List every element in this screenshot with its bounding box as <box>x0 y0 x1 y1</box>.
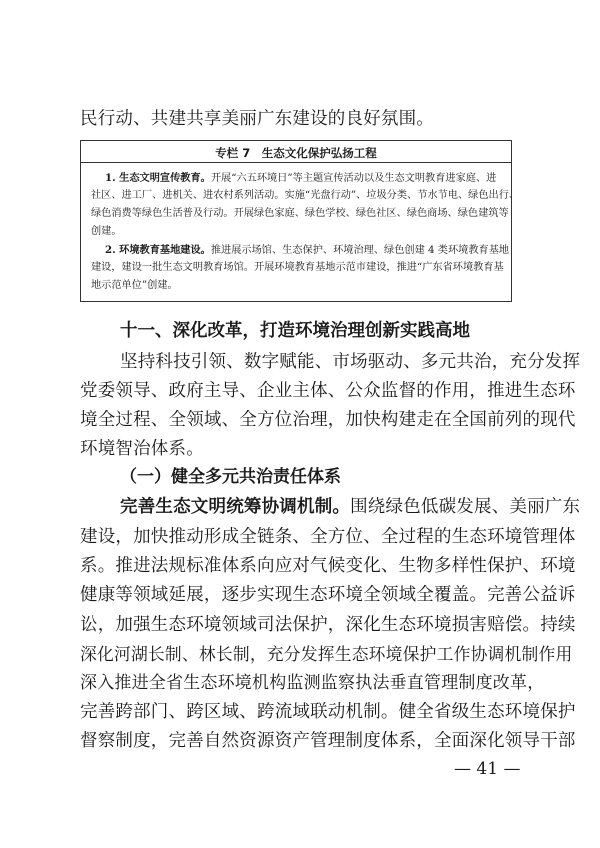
subsection-line-7: 深入推进全省生态环境机构监测监察执法垂直管理制度改革， <box>80 673 545 693</box>
subheading: （一）健全多元共治责任体系 <box>120 467 341 487</box>
subsection-line-2: 建设，加快推动形成全链条、全方位、全过程的生态环境管理体 <box>80 527 576 547</box>
section-paragraph-line-3: 境全过程、全领域、全方位治理，加快构建走在全国前列的现代 <box>80 410 576 430</box>
subsection-lead: 完善生态文明统筹协调机制。 <box>120 497 351 517</box>
box-item-2-line-2: 建设，建设一批生态文明教育场馆。开展环境教育基地示范市建设，推进“广东省环境教育基 <box>91 262 504 273</box>
section-paragraph-line-1: 坚持科技引领、数字赋能、市场驱动、多元共治，充分发挥 <box>120 352 581 372</box>
box-item-1-line-4: 创建。 <box>91 226 122 237</box>
box-item-1-line-1 <box>105 169 503 188</box>
box-item-2-lead: 2. 环境教育基地建设。 <box>105 244 211 256</box>
box-item-1-line-1-text: 开展“六五环境日”等主题宣传活动以及生态文明教育进家庭、进 <box>210 173 497 184</box>
feature-box <box>80 140 520 302</box>
page-number: — 41 — <box>454 759 521 779</box>
subsection-line-4: 健康等领域延展，逐步实现生态环境全领域全覆盖。完善公益诉 <box>80 585 576 605</box>
box-divider <box>81 162 511 163</box>
box-title: 专栏 7 生态文化保护弘扬工程 <box>215 146 377 160</box>
box-item-1-line-3: 绿色消费等绿色生活普及行动。开展绿色家庭、绿色学校、绿色社区、绿色商场、绿色建筑等 <box>91 208 509 219</box>
intro-line: 民行动、共建共享美丽广东建设的良好氛围。 <box>80 109 434 129</box>
box-item-2-line-3: 地示范单位”创建。 <box>91 280 178 291</box>
subsection-line-1 <box>120 496 581 518</box>
box-item-2-line-1 <box>105 241 510 260</box>
box-item-2-line-1-text: 推进展示场馆、生态保护、环境治理、绿色创建 4 类环境教育基地 <box>210 245 510 256</box>
box-item-1-line-2: 社区、进工厂、进机关、进农村系列活动。实施“光盘行动”、垃圾分类、节水节电、绿色出行、 <box>91 190 520 201</box>
box-item-1-lead: 1. 生态文明宣传教育。 <box>105 172 211 184</box>
subsection-line-8: 完善跨部门、跨区域、跨流域联动机制。健全省级生态环境保护 <box>80 702 576 722</box>
subsection-line-6: 深化河湖长制、林长制，充分发挥生态环境保护工作协调机制作用 <box>80 644 573 664</box>
section-paragraph-line-2: 党委领导、政府主导、企业主体、公众监督的作用，推进生态环 <box>80 381 576 401</box>
section-heading: 十一、深化改革，打造环境治理创新实践高地 <box>120 321 470 341</box>
subsection-line-1-text: 围绕绿色低碳发展、美丽广东 <box>350 497 581 517</box>
section-paragraph-line-4: 环境智治体系。 <box>80 439 204 459</box>
subsection-line-3: 系。推进法规标准体系向应对气候变化、生物多样性保护、环境 <box>80 556 576 576</box>
subsection-line-5: 讼，加强生态环境领域司法保护，深化生态环境损害赔偿。持续 <box>80 615 576 635</box>
subsection-line-9: 督察制度，完善自然资源资产管理制度体系，全面深化领导干部 <box>80 731 576 751</box>
